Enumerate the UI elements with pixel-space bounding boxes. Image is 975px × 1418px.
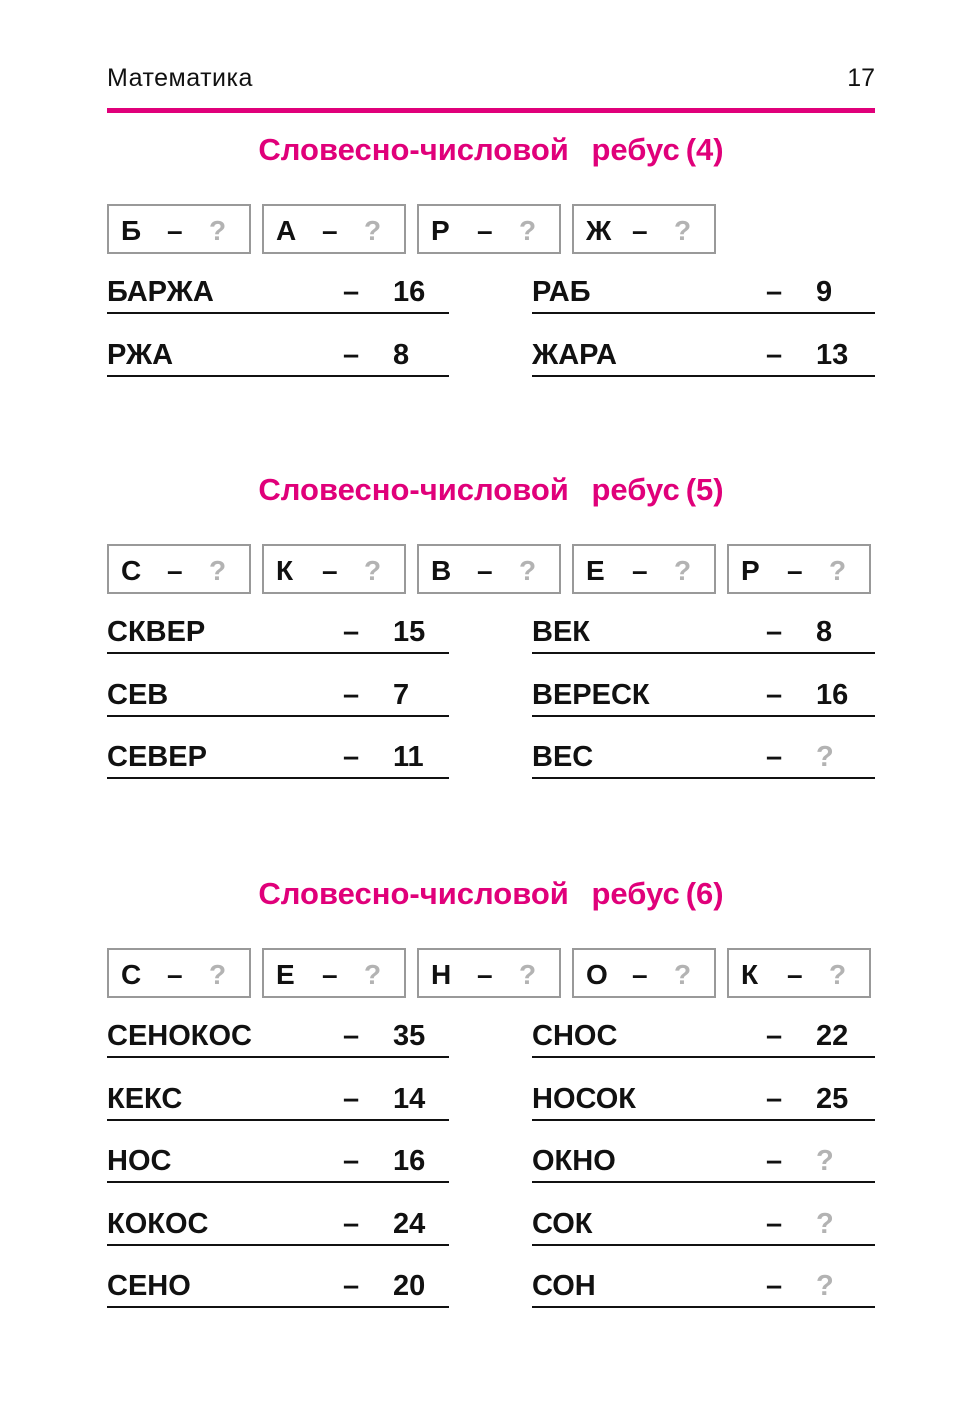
box-letter: К <box>276 555 294 586</box>
equation-row <box>107 1268 449 1308</box>
equation-row <box>107 1018 449 1058</box>
equation-row <box>532 337 875 377</box>
equation-dash: – <box>766 1270 783 1302</box>
subject-title: Математика <box>107 64 253 92</box>
equation-word: НОСОК <box>532 1082 636 1115</box>
box-unknown-value: ? <box>209 555 227 586</box>
box-dash: – <box>167 215 183 246</box>
equation-row <box>532 1081 875 1121</box>
box-letter: Ж <box>586 215 612 246</box>
equation-row <box>532 274 875 314</box>
box-unknown-value: ? <box>829 959 847 990</box>
header-divider <box>107 108 875 113</box>
equation-dash: – <box>343 741 360 773</box>
letter-box <box>417 544 561 594</box>
equation-row <box>107 1081 449 1121</box>
box-letter: С <box>121 959 142 990</box>
letter-box <box>572 544 716 594</box>
equation-row <box>107 677 449 717</box>
equation-row <box>107 1206 449 1246</box>
box-dash: – <box>477 959 493 990</box>
equation-value: 35 <box>393 1020 426 1052</box>
equation-value: 15 <box>393 616 426 648</box>
equation-dash: – <box>766 1207 783 1240</box>
equation-row <box>107 614 449 654</box>
letter-box <box>107 948 251 998</box>
equation-unknown-value: ? <box>816 1207 834 1240</box>
box-unknown-value: ? <box>674 215 692 246</box>
equation-value: 14 <box>393 1082 426 1115</box>
letter-box <box>572 204 716 254</box>
section-number: (5) <box>685 472 724 507</box>
equation-value: 16 <box>393 276 426 308</box>
equation-row <box>532 739 875 779</box>
box-dash: – <box>787 959 803 990</box>
equation-word: СКВЕР <box>107 616 206 648</box>
equation-dash: – <box>343 276 360 308</box>
equation-word: ВЕРЕСК <box>532 678 650 711</box>
equation-dash: – <box>343 1020 360 1052</box>
rebus-section <box>107 472 875 932</box>
letter-box <box>262 204 406 254</box>
equation-dash: – <box>343 678 360 711</box>
letter-box <box>107 204 251 254</box>
equation-unknown-value: ? <box>816 1270 834 1302</box>
equation-dash: – <box>343 338 360 371</box>
section-title <box>107 472 875 508</box>
section-title-text: Словесно-числовой ребус <box>258 876 680 911</box>
equation-value: 9 <box>816 276 833 308</box>
equation-row <box>532 1268 875 1308</box>
box-dash: – <box>322 555 338 586</box>
equation-dash: – <box>766 1082 783 1115</box>
equation-dash: – <box>766 276 783 308</box>
box-letter: Н <box>431 959 452 990</box>
equation-unknown-value: ? <box>816 1145 834 1177</box>
equation-word: ВЕС <box>532 741 594 773</box>
box-letter: Р <box>741 555 760 586</box>
equation-row <box>532 1206 875 1246</box>
letter-box <box>262 948 406 998</box>
equation-dash: – <box>343 1207 360 1240</box>
box-unknown-value: ? <box>674 959 692 990</box>
equation-row <box>107 1143 449 1183</box>
section-title <box>107 876 875 912</box>
equation-row <box>532 677 875 717</box>
rebus-section <box>107 876 875 1336</box>
equation-value: 8 <box>816 616 833 648</box>
equation-word: ОКНО <box>532 1145 616 1177</box>
equation-value: 24 <box>393 1207 426 1240</box>
equation-word: СНОС <box>532 1020 618 1052</box>
equation-value: 11 <box>393 741 424 773</box>
equation-value: 16 <box>816 678 849 711</box>
equation-dash: – <box>343 1082 360 1115</box>
equation-row <box>532 1018 875 1058</box>
box-unknown-value: ? <box>829 555 847 586</box>
box-letter: А <box>276 215 297 246</box>
box-dash: – <box>167 555 183 586</box>
box-unknown-value: ? <box>674 555 692 586</box>
box-unknown-value: ? <box>364 959 382 990</box>
section-number: (4) <box>685 132 724 167</box>
equation-row <box>107 739 449 779</box>
equation-word: РАБ <box>532 276 591 308</box>
box-unknown-value: ? <box>364 215 382 246</box>
equation-word: РЖА <box>107 338 174 371</box>
box-dash: – <box>632 555 648 586</box>
equation-row <box>107 337 449 377</box>
box-unknown-value: ? <box>209 959 227 990</box>
section-title <box>107 132 875 168</box>
box-unknown-value: ? <box>519 215 537 246</box>
equation-value: 25 <box>816 1082 849 1115</box>
equation-word: ВЕК <box>532 616 590 648</box>
box-dash: – <box>632 959 648 990</box>
section-title-text: Словесно-числовой ребус <box>258 472 680 507</box>
equation-word: СЕНО <box>107 1270 191 1302</box>
box-dash: – <box>322 215 338 246</box>
equation-word: БАРЖА <box>107 276 214 308</box>
box-unknown-value: ? <box>519 959 537 990</box>
section-title-text: Словесно-числовой ребус <box>258 132 680 167</box>
equation-value: 20 <box>393 1270 426 1302</box>
box-dash: – <box>787 555 803 586</box>
equation-dash: – <box>766 678 783 711</box>
equation-row <box>107 274 449 314</box>
equation-unknown-value: ? <box>816 741 834 773</box>
equation-dash: – <box>766 1145 783 1177</box>
letter-box <box>417 204 561 254</box>
equation-row <box>532 1143 875 1183</box>
equation-value: 8 <box>393 338 410 371</box>
equation-dash: – <box>343 1270 360 1302</box>
box-unknown-value: ? <box>364 555 382 586</box>
equation-dash: – <box>343 1145 360 1177</box>
equation-word: СОН <box>532 1270 596 1302</box>
box-unknown-value: ? <box>519 555 537 586</box>
box-letter: Е <box>276 959 295 990</box>
equation-row <box>532 614 875 654</box>
equation-word: СОК <box>532 1207 593 1240</box>
equation-word: СЕВЕР <box>107 741 207 773</box>
box-unknown-value: ? <box>209 215 227 246</box>
box-letter: В <box>431 555 452 586</box>
letter-box <box>572 948 716 998</box>
equation-word: КЕКС <box>107 1082 183 1115</box>
equation-word: НОС <box>107 1145 172 1177</box>
box-letter: Б <box>121 215 142 246</box>
letter-box <box>727 544 871 594</box>
page-number: 17 <box>847 64 875 92</box>
equation-word: СЕНОКОС <box>107 1020 252 1052</box>
letter-box <box>417 948 561 998</box>
letter-box <box>107 544 251 594</box>
letter-box <box>727 948 871 998</box>
box-letter: Р <box>431 215 450 246</box>
equation-word: ЖАРА <box>532 338 617 371</box>
equation-value: 22 <box>816 1020 849 1052</box>
equation-word: КОКОС <box>107 1207 209 1240</box>
equation-dash: – <box>343 616 360 648</box>
box-dash: – <box>632 215 648 246</box>
equation-word: СЕВ <box>107 678 169 711</box>
page-header <box>107 64 875 96</box>
box-letter: О <box>586 959 608 990</box>
box-letter: Е <box>586 555 605 586</box>
box-letter: С <box>121 555 142 586</box>
box-dash: – <box>167 959 183 990</box>
equation-value: 13 <box>816 338 849 371</box>
letter-box <box>262 544 406 594</box>
section-number: (6) <box>685 876 724 911</box>
box-dash: – <box>477 215 493 246</box>
equation-value: 16 <box>393 1145 426 1177</box>
box-dash: – <box>477 555 493 586</box>
equation-dash: – <box>766 616 783 648</box>
equation-dash: – <box>766 1020 783 1052</box>
equation-dash: – <box>766 338 783 371</box>
box-dash: – <box>322 959 338 990</box>
equation-value: 7 <box>393 678 410 711</box>
equation-dash: – <box>766 741 783 773</box>
box-letter: К <box>741 959 759 990</box>
